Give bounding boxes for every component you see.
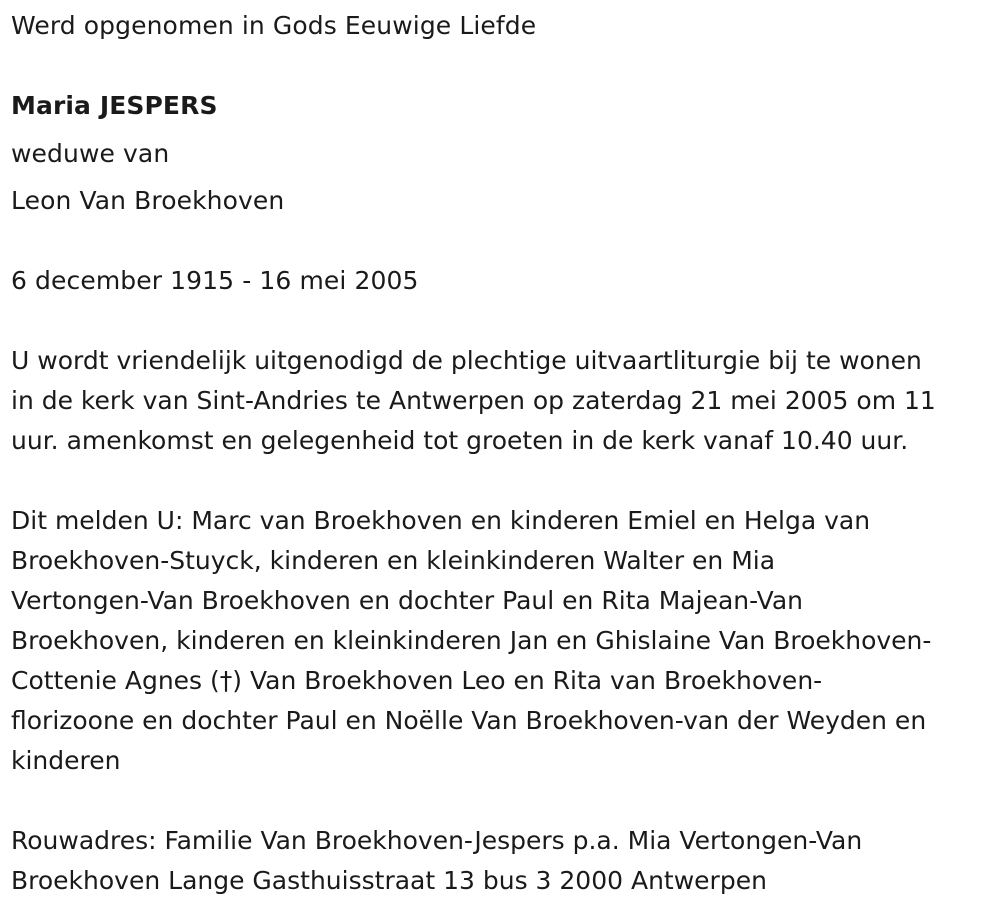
widow-label: weduwe van bbox=[11, 139, 170, 168]
invitation-paragraph bbox=[11, 341, 936, 461]
spouse-name: Leon Van Broekhoven bbox=[11, 186, 285, 215]
intro-line: Werd opgenomen in Gods Eeuwige Liefde bbox=[11, 11, 537, 40]
invitation-line: uur. amenkomst en gelegenheid tot groeten in de kerk vanaf 10.40 uur. bbox=[11, 426, 909, 455]
invitation-line: in de kerk van Sint-Andries te Antwerpen op zaterdag 21 mei 2005 om 11 bbox=[11, 386, 936, 415]
announcement-line: Vertongen-Van Broekhoven en dochter Paul en Rita Majean-Van bbox=[11, 586, 803, 615]
announcement-line: florizoone en dochter Paul en Noëlle Van Broekhoven-van der Weyden en bbox=[11, 706, 927, 735]
address-paragraph bbox=[11, 821, 862, 901]
life-dates: 6 december 1915 - 16 mei 2005 bbox=[11, 266, 419, 295]
announcement-line: kinderen bbox=[11, 746, 121, 775]
announcement-line: Broekhoven, kinderen en kleinkinderen Jan en Ghislaine Van Broekhoven- bbox=[11, 626, 932, 655]
address-line: Broekhoven Lange Gasthuisstraat 13 bus 3 2000 Antwerpen bbox=[11, 866, 767, 895]
announcement-line: Dit melden U: Marc van Broekhoven en kinderen Emiel en Helga van bbox=[11, 506, 871, 535]
announcement-line: Cottenie Agnes (†) Van Broekhoven Leo en Rita van Broekhoven- bbox=[11, 666, 823, 695]
deceased-name: Maria JESPERS bbox=[11, 91, 218, 120]
invitation-line: U wordt vriendelijk uitgenodigd de plechtige uitvaartliturgie bij te wonen bbox=[11, 346, 922, 375]
announcement-line: Broekhoven-Stuyck, kinderen en kleinkinderen Walter en Mia bbox=[11, 546, 776, 575]
announcement-paragraph bbox=[11, 501, 931, 781]
address-line: Rouwadres: Familie Van Broekhoven-Jespers p.a. Mia Vertongen-Van bbox=[11, 826, 863, 855]
